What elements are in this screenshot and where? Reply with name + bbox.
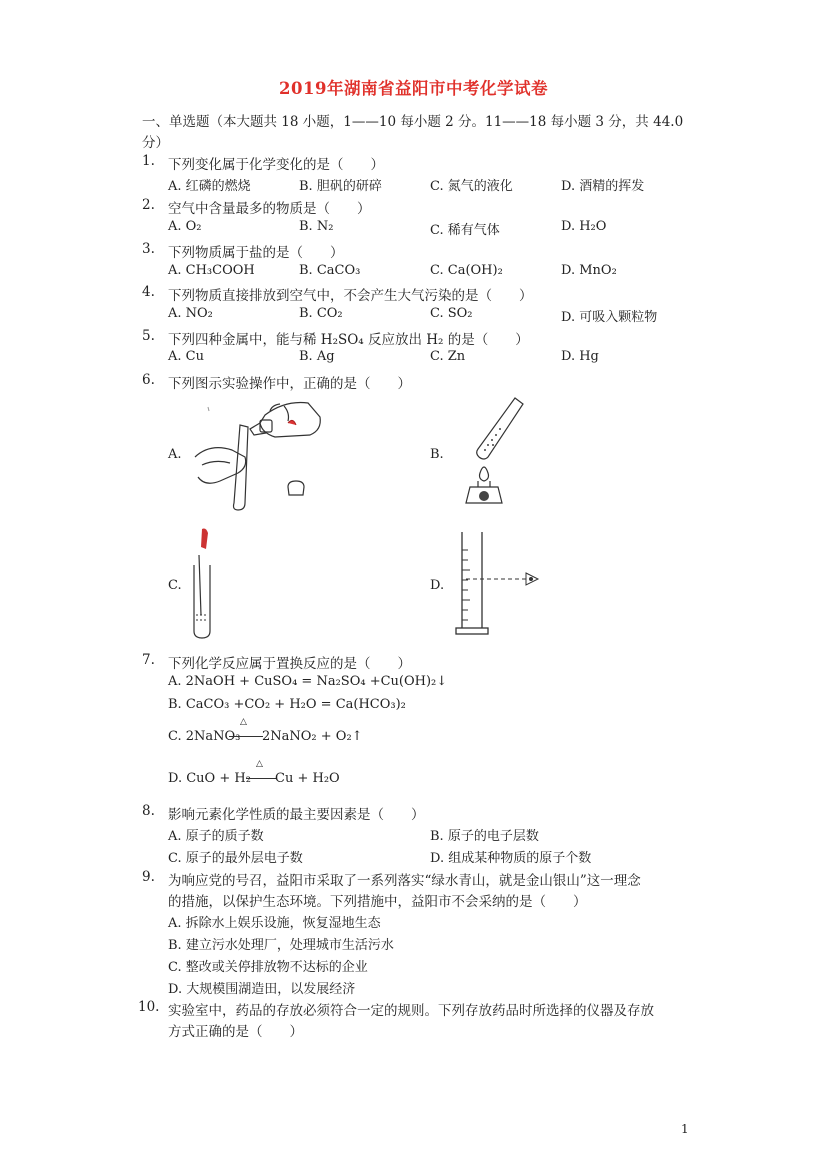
dropper-test-tube-figure [188,525,218,640]
q2-text: 空气中含量最多的物质是（ ） [168,201,371,217]
q4-option-d: D. 可吸入颗粒物 [561,310,658,325]
q5-option-d: D. Hg [561,349,599,364]
q9-option-b: B. 建立污水处理厂，处理城市生活污水 [168,938,394,953]
q6-option-c: C. [168,578,182,593]
q2-option-c: C. 稀有气体 [430,223,500,238]
q7-option-c-right: 2NaNO₂ + O₂↑ [262,729,363,744]
q1-option-c: C. 氮气的液化 [430,179,513,194]
q5-text: 下列四种金属中，能与稀 H₂SO₄ 反应放出 H₂ 的是（ ） [168,332,529,348]
q7-text: 下列化学反应属于置换反应的是（ ） [168,656,411,672]
measuring-cylinder-figure [452,530,547,640]
q6-text: 下列图示实验操作中，正确的是（ ） [168,376,411,392]
q6-number: 6. [142,372,155,388]
heating-test-tube-figure [460,395,530,510]
q7-option-c-reaction-line [229,736,263,737]
q5-number: 5. [142,328,155,344]
q2-option-a: A. O₂ [168,219,202,234]
q8-option-d: D. 组成某种物质的原子个数 [430,851,592,866]
q10-number: 10. [138,999,160,1015]
q7-number: 7. [142,652,155,668]
q3-text: 下列物质属于盐的是（ ） [168,245,344,261]
q6-option-d: D. [430,578,445,593]
q7-option-d-left: D. CuO + H₂ [168,771,251,786]
q5-option-b: B. Ag [299,349,335,364]
q3-number: 3. [142,241,155,257]
q1-number: 1. [142,153,155,169]
q7-option-c-heat-sign: △ [240,717,247,727]
q3-option-b: B. CaCO₃ [299,263,361,278]
q2-number: 2. [142,197,155,213]
q9-option-c: C. 整改或关停排放物不达标的企业 [168,960,368,975]
q9-text-cont: 的措施，以保护生态环境。下列措施中，益阳市不会采纳的是（ ） [168,894,587,910]
q2-option-b: B. N₂ [299,219,334,234]
q9-number: 9. [142,869,155,885]
q1-option-a: A. 红磷的燃烧 [168,179,251,194]
q5-option-a: A. Cu [168,349,204,364]
section-header-cont: 分） [142,135,169,151]
q3-option-d: D. MnO₂ [561,263,617,278]
q7-option-b: B. CaCO₃ +CO₂ + H₂O = Ca(HCO₃)₂ [168,697,406,712]
q8-option-a: A. 原子的质子数 [168,829,264,844]
q1-option-b: B. 胆矾的研碎 [299,179,382,194]
q3-option-a: A. CH₃COOH [168,263,255,278]
q2-option-d: D. H₂O [561,219,607,234]
pouring-liquid-figure [190,395,330,510]
q7-option-c-left: C. 2NaNO₃ [168,729,241,744]
q9-option-d: D. 大规模围湖造田，以发展经济 [168,982,356,997]
q1-option-d: D. 酒精的挥发 [561,179,645,194]
q1-text: 下列变化属于化学变化的是（ ） [168,157,384,173]
q10-text: 实验室中，药品的存放必须符合一定的规则。下列存放药品时所选择的仪器及存放 [168,1003,654,1019]
q9-option-a: A. 拆除水上娱乐设施，恢复湿地生态 [168,916,381,931]
q7-option-d-right: Cu + H₂O [275,771,340,786]
q8-number: 8. [142,803,155,819]
q4-number: 4. [142,284,155,300]
q6-option-b: B. [430,447,444,462]
q7-option-d-reaction-line [246,778,276,779]
q5-option-c: C. Zn [430,349,466,364]
page-title: 2019年湖南省益阳市中考化学试卷 [279,79,548,98]
q4-option-b: B. CO₂ [299,306,343,321]
page-number: 1 [681,1122,689,1136]
q3-option-c: C. Ca(OH)₂ [430,263,503,278]
q6-option-a: A. [168,447,182,462]
q4-option-c: C. SO₂ [430,306,473,321]
q8-option-b: B. 原子的电子层数 [430,829,539,844]
q7-option-a: A. 2NaOH + CuSO₄ = Na₂SO₄ +Cu(OH)₂↓ [168,674,448,689]
q4-text: 下列物质直接排放到空气中，不会产生大气污染的是（ ） [168,288,533,304]
q7-option-d-heat-sign: △ [256,759,263,769]
q8-text: 影响元素化学性质的最主要因素是（ ） [168,807,425,823]
q8-option-c: C. 原子的最外层电子数 [168,851,303,866]
q10-text-cont: 方式正确的是（ ） [168,1024,303,1040]
q4-option-a: A. NO₂ [168,306,213,321]
section-header: 一、单选题（本大题共 18 小题，1——10 每小题 2 分。11——18 每小题 3 分，共 44.0 [142,114,684,130]
q9-text: 为响应党的号召，益阳市采取了一系列落实“绿水青山，就是金山银山”这一理念 [168,873,641,889]
